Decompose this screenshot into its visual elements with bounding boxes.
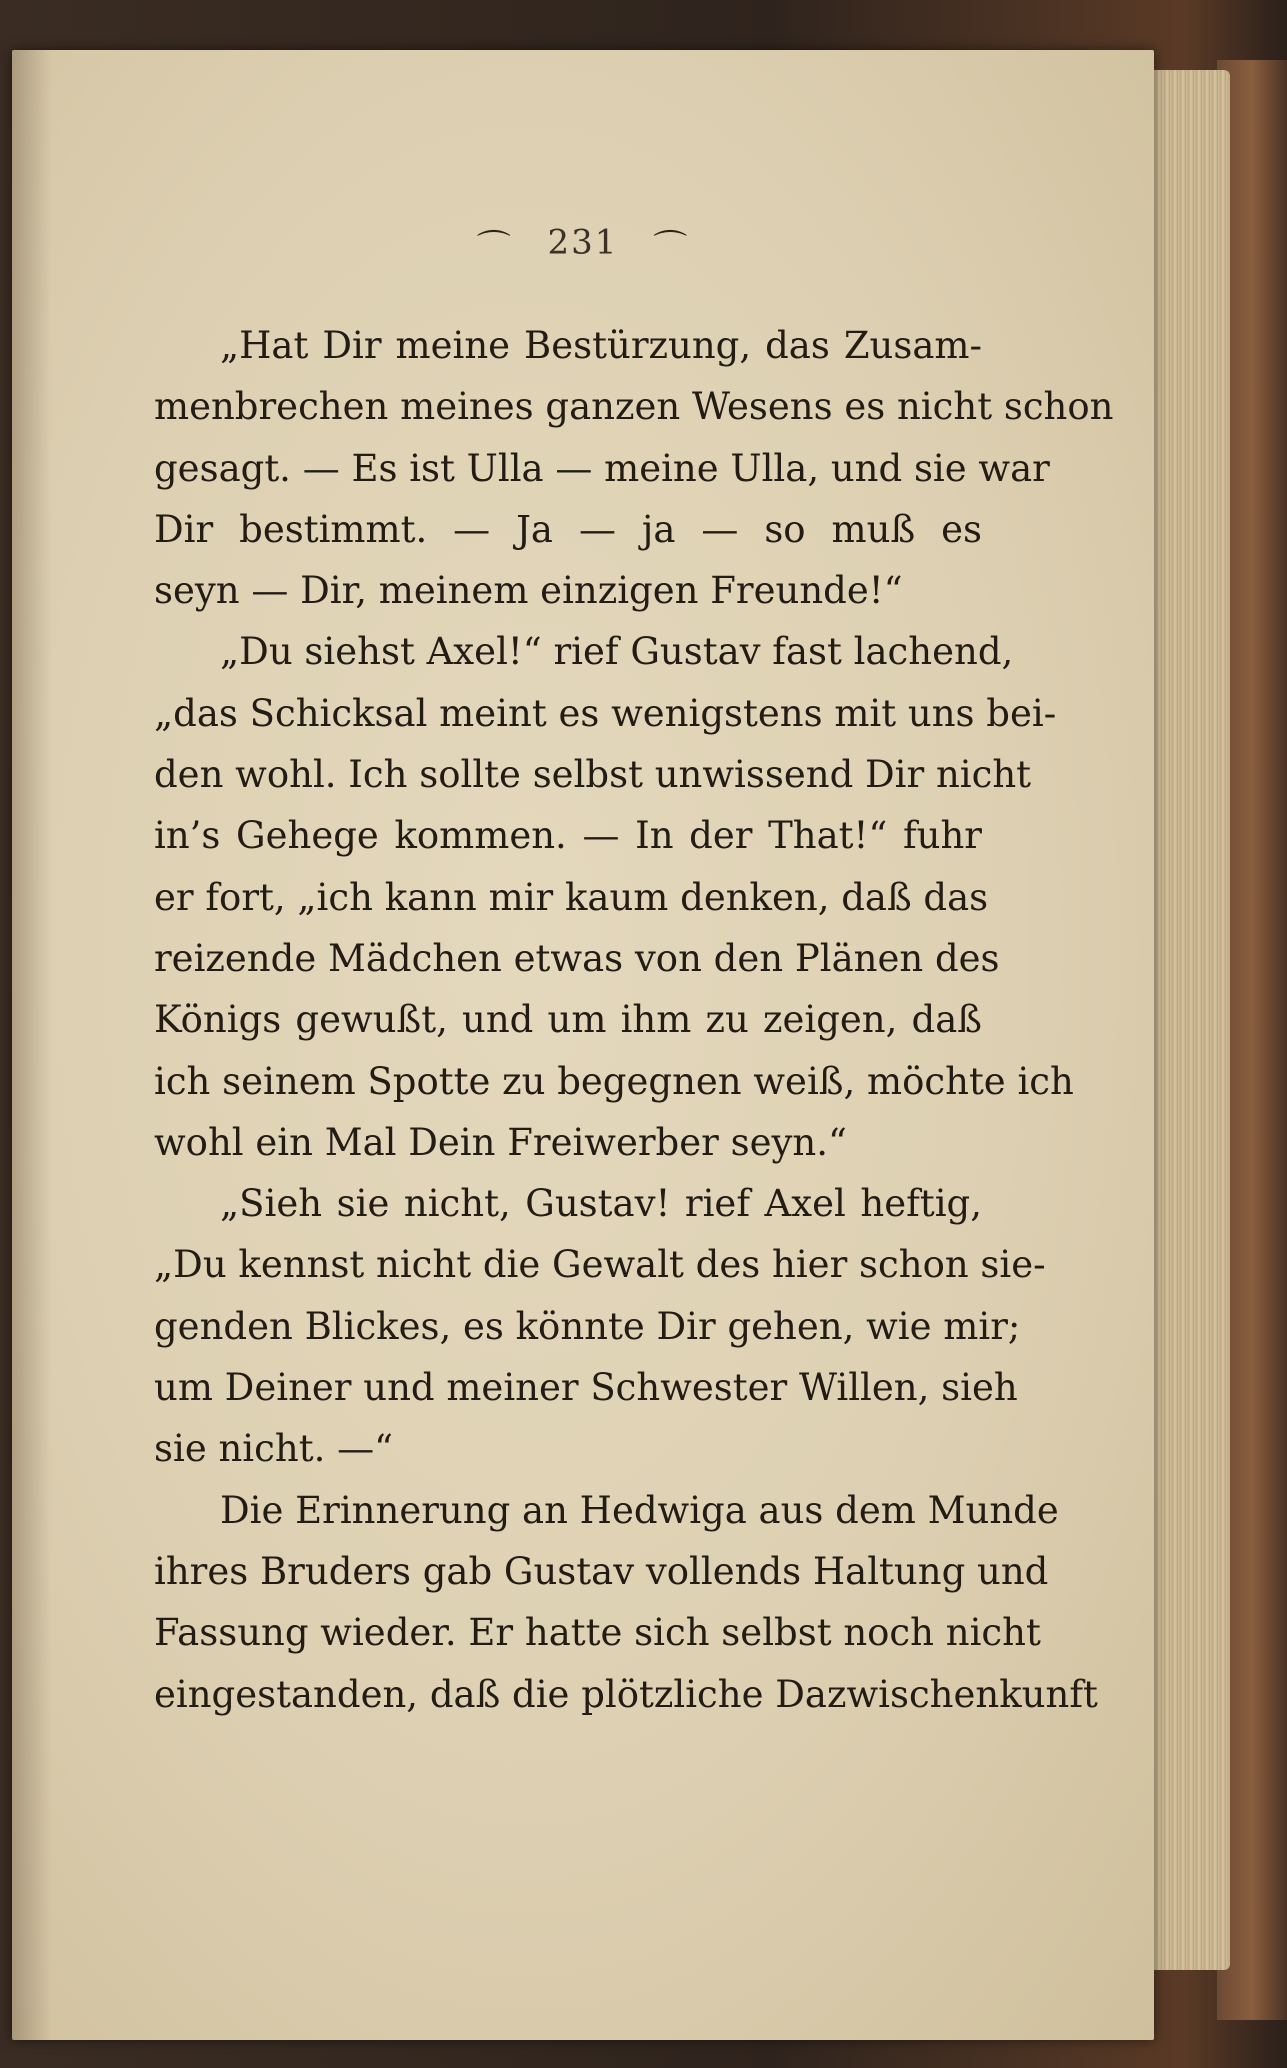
text-line: „Sieh sie nicht, Gustav! rief Axel heftig, bbox=[220, 1182, 982, 1226]
text-line: Die Erinnerung an Hedwiga aus dem Munde bbox=[220, 1488, 1059, 1532]
text-line: Königs gewußt, und um ihm zu zeigen, daß bbox=[154, 998, 982, 1042]
text-line: er fort, „ich kann mir kaum denken, daß das bbox=[154, 875, 989, 919]
body-text bbox=[154, 315, 1114, 1725]
text-line: seyn — Dir, meinem einzigen Freunde!“ bbox=[154, 569, 903, 613]
text-line: „das Schicksal meint es wenigstens mit uns bei- bbox=[154, 691, 1057, 735]
text-line: „Hat Dir meine Bestürzung, das Zusam- bbox=[220, 324, 982, 367]
ornament-left-icon: ⌒ bbox=[476, 228, 513, 268]
text-line: Dir bestimmt. — Ja — ja — so muß es bbox=[154, 507, 982, 551]
text-line: eingestanden, daß die plötzliche Dazwischenkunft bbox=[154, 1672, 1098, 1716]
text-line: Fassung wieder. Er hatte sich selbst noch nicht bbox=[154, 1611, 1041, 1655]
book-page bbox=[12, 50, 1154, 2040]
text-line: „Du siehst Axel!“ rief Gustav fast lachend, bbox=[220, 630, 1014, 674]
text-line: genden Blickes, es könnte Dir gehen, wie mir; bbox=[154, 1304, 1021, 1348]
text-line: „Du kennst nicht die Gewalt des hier schon sie- bbox=[154, 1243, 1046, 1287]
page-number: 231 bbox=[547, 222, 619, 263]
text-line: gesagt. — Es ist Ulla — meine Ulla, und sie war bbox=[154, 446, 1050, 490]
text-line: ihres Bruders gab Gustav vollends Haltung und bbox=[154, 1549, 1049, 1593]
gutter-shade bbox=[12, 50, 52, 2040]
text-line: um Deiner und meiner Schwester Willen, sieh bbox=[154, 1366, 1018, 1410]
page-header bbox=[12, 220, 1154, 269]
text-line: menbrechen meines ganzen Wesens es nicht schon bbox=[154, 385, 1114, 429]
text-line: den wohl. Ich sollte selbst unwissend Dir nicht bbox=[154, 753, 1032, 797]
text-line: in’s Gehege kommen. — In der That!“ fuhr bbox=[154, 814, 982, 858]
text-line: ich seinem Spotte zu begegnen weiß, möchte ich bbox=[154, 1059, 1074, 1103]
ornament-right-icon: ⌒ bbox=[653, 228, 690, 268]
text-line: reizende Mädchen etwas von den Plänen des bbox=[154, 936, 1000, 980]
text-line: sie nicht. —“ bbox=[154, 1427, 394, 1471]
text-line: wohl ein Mal Dein Freiwerber seyn.“ bbox=[154, 1120, 847, 1164]
